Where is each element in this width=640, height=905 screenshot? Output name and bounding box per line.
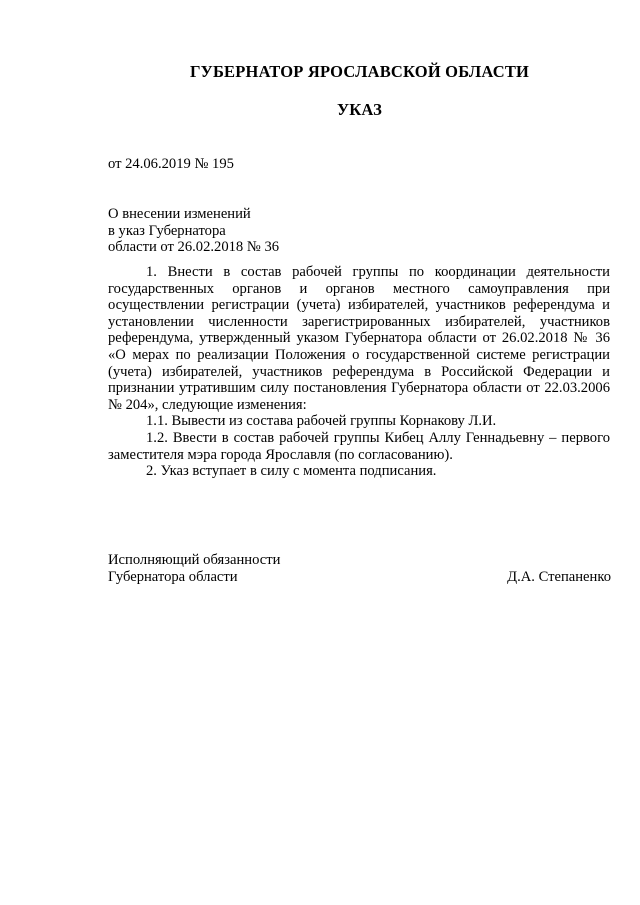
body-paragraph: 2. Указ вступает в силу с момента подписания.: [146, 463, 437, 480]
signature-row: [108, 569, 611, 586]
subject-line: области от 26.02.2018 № 36: [108, 239, 280, 255]
signature-block: [108, 552, 611, 585]
body-paragraph: 1. Внести в состав рабочей группы по координации деятельности государственных органов и органов местного самоуправления при осуществлении регистрации (учета) избирателей, участников референдума и установлении численности зарегистрированных избирателей, участников референдума, утвержденный указом Губернатора области от 26.02.2018 № 36 «О мерах по реализации Положения о государственной системе регистрации (учета) избирателей, участников референдума в Российской Федерации и признании утратившим силу постановления Губернатора области от 22.03.2006 № 204», следующие изменения:: [108, 264, 610, 413]
body-paragraph: 1.2. Ввести в состав рабочей группы Кибец Аллу Геннадьевну – первого заместителя мэра города Ярославля (по согласованию).: [108, 429, 610, 463]
document-date-number: от 24.06.2019 № 195: [108, 156, 234, 172]
body-paragraph: 1.1. Вывести из состава рабочей группы Корнакову Л.И.: [146, 413, 497, 430]
signatory-position-line: Губернатора области: [108, 568, 238, 585]
document-type-title: УКАЗ: [336, 100, 383, 119]
signatory-position-line: Исполняющий обязанности: [108, 552, 281, 568]
document-subject: [108, 206, 279, 256]
issuing-authority-title: ГУБЕРНАТОР ЯРОСЛАВСКОЙ ОБЛАСТИ: [189, 62, 530, 81]
document-body: [108, 264, 610, 480]
signatory-name: Д.А. Степаненко: [507, 568, 611, 585]
subject-line: в указ Губернатора: [108, 222, 226, 239]
subject-line: О внесении изменений: [108, 206, 251, 222]
